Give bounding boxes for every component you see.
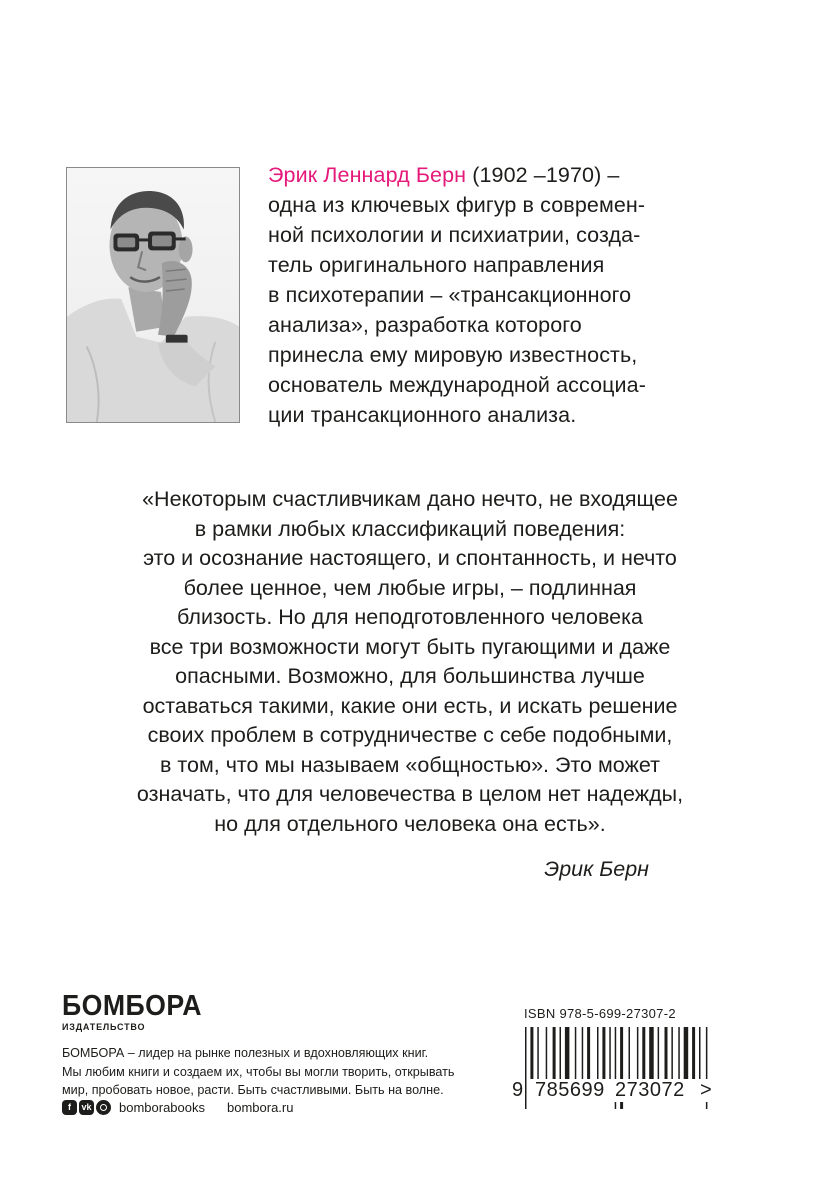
quote-line: своих проблем в сотрудничестве с себе подобными, — [147, 723, 673, 747]
barcode-bar — [530, 1027, 533, 1079]
vk-icon[interactable]: vk — [79, 1100, 94, 1115]
quote-line: в том, что мы называем «общностью». Это может — [160, 752, 660, 777]
bio-line: анализа», разработка которого — [268, 313, 582, 337]
bio-line: ной психологии и психиатрии, созда- — [268, 223, 641, 247]
instagram-icon[interactable] — [96, 1100, 111, 1115]
quote-line: все три возможности могут быть пугающими и даже — [149, 634, 671, 659]
bio-line: одна из ключевых фигур в современ- — [268, 193, 646, 217]
bio-line: основатель международной ассоциа- — [268, 373, 646, 397]
quote-line: но для отдельного человека она есть». — [214, 811, 606, 836]
publisher-description-line: Мы любим книги и создаем их, чтобы вы могли творить, открывать — [62, 1064, 455, 1079]
barcode-bar — [678, 1027, 680, 1079]
barcode-bar — [609, 1027, 611, 1079]
barcode-bar — [597, 1027, 599, 1079]
quote-line: означать, что для человечества в целом нет надежды, — [136, 782, 684, 806]
publisher-logo — [62, 991, 214, 1032]
quote-line: опасными. Возможно, для большинства лучше — [175, 664, 645, 688]
publisher-logo-text: БОМБОРА — [62, 990, 203, 1022]
author-bio — [268, 160, 738, 430]
barcode-arrow: > — [700, 1079, 713, 1101]
barcode-bar — [649, 1027, 654, 1079]
bio-line: ции трансакционного анализа. — [268, 403, 577, 427]
barcode-bar — [642, 1027, 645, 1079]
barcode-bar — [560, 1027, 562, 1079]
barcode-bar — [553, 1027, 556, 1079]
bio-line: принесла ему мировую известность, — [268, 343, 638, 367]
barcode-bar — [587, 1027, 590, 1079]
barcode-bar — [692, 1027, 695, 1079]
quote-line: оставаться такими, какие они есть, и искать решение — [142, 693, 678, 718]
barcode-bar — [546, 1027, 548, 1079]
barcode-digits-group1: 785699 — [535, 1079, 605, 1101]
publisher-logo-subtitle: ИЗДАТЕЛЬСТВО — [62, 1022, 146, 1032]
barcode-bar — [665, 1027, 668, 1079]
bio-first-line — [268, 160, 738, 190]
author-years: (1902 –1970) – — [466, 163, 620, 187]
barcode-bar — [629, 1027, 631, 1079]
author-photo — [66, 167, 240, 423]
quote-author: Эрик Берн — [544, 857, 649, 881]
author-portrait-image — [67, 168, 239, 422]
publisher-description-line: мир, пробовать новое, расти. Быть счастливыми. Быть на волне. — [62, 1083, 444, 1097]
isbn-label: ISBN 978-5-699-27307-2 — [524, 1006, 676, 1021]
barcode-bar — [602, 1027, 605, 1079]
barcode-bar — [565, 1027, 570, 1079]
social-handle[interactable]: bomborabooks — [119, 1100, 205, 1115]
barcode-bar — [582, 1027, 584, 1079]
quote-line: «Некоторым счастливчикам дано нечто, не входящее — [142, 487, 678, 511]
barcode-bar — [671, 1027, 673, 1079]
publisher-description-line: БОМБОРА – лидер на рынке полезных и вдохновляющих книг. — [62, 1046, 429, 1060]
publisher-description — [62, 1044, 454, 1100]
bio-line: в психотерапии – «трансакционного — [268, 283, 632, 307]
barcode-bar — [537, 1027, 539, 1079]
bio-line: тель оригинального направления — [268, 253, 605, 277]
barcode-digit-first: 9 — [512, 1079, 524, 1101]
quote-line: более ценное, чем любые игры, – подлинная — [183, 575, 637, 600]
quote-line: близость. Но для неподготовленного человека — [177, 605, 643, 629]
author-name: Эрик Леннард Берн — [268, 163, 467, 187]
barcode-bar — [658, 1027, 660, 1079]
quote-block — [60, 485, 760, 839]
barcode-bar — [575, 1027, 577, 1079]
quote-line: в рамки любых классификаций поведения: — [194, 516, 626, 541]
social-links — [62, 1100, 293, 1115]
facebook-icon[interactable]: f — [62, 1100, 77, 1115]
barcode-bar — [684, 1027, 689, 1079]
barcode-digits — [511, 1079, 717, 1111]
barcode-bar — [699, 1027, 701, 1079]
quote-line: это и осознание настоящего, и спонтанность, и нечто — [143, 546, 677, 570]
publisher-website[interactable]: bombora.ru — [227, 1100, 294, 1115]
barcode-digits-group2: 273072 — [615, 1079, 685, 1101]
barcode-bar — [637, 1027, 639, 1079]
